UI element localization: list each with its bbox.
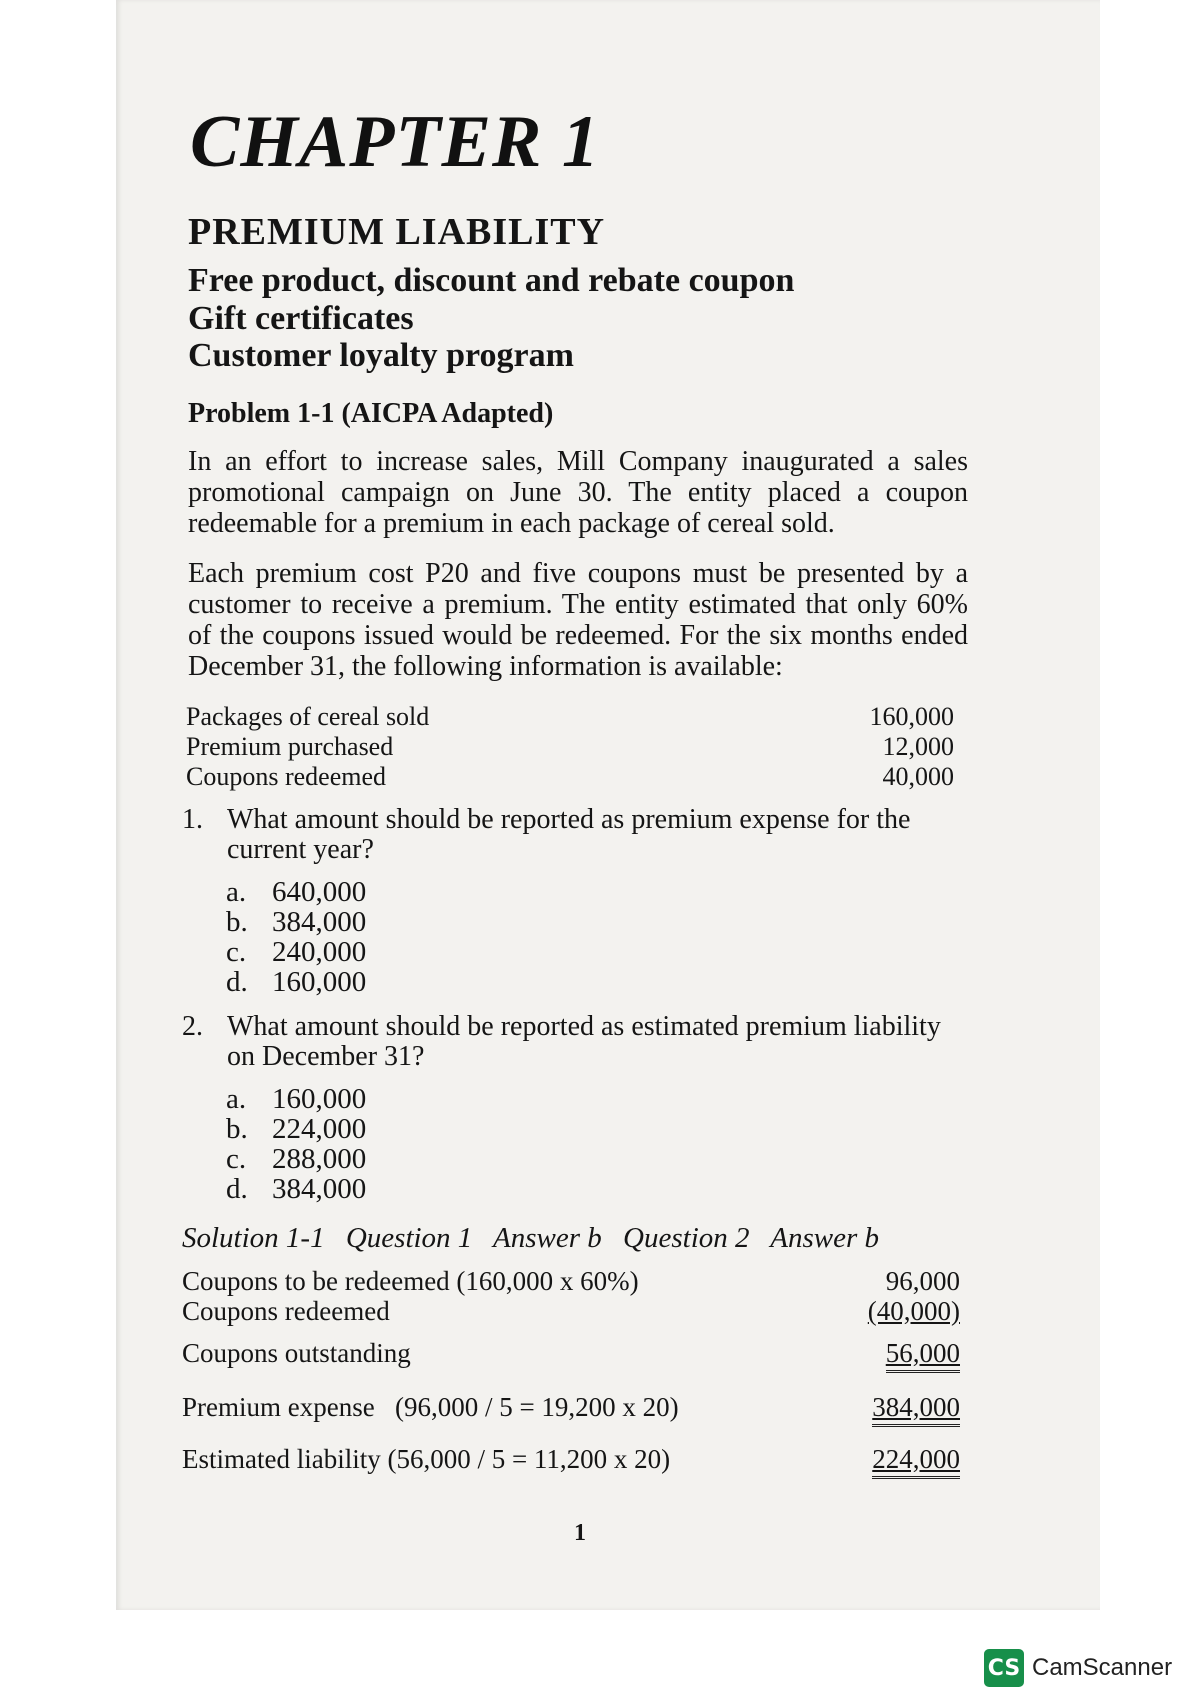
choice-value: 640,000 (272, 876, 367, 908)
data-row (186, 732, 954, 762)
choice-letter: b. (226, 1113, 248, 1145)
solution-heading (182, 1222, 893, 1255)
data-value: 40,000 (882, 762, 954, 791)
solution-answer-2: Answer b (770, 1222, 879, 1254)
camscanner-logo-icon: CS (984, 1649, 1024, 1687)
choice-letter: c. (226, 936, 247, 968)
problem-paragraph-2: Each premium cost P20 and five coupons must be presented by a customer to receive a premium. The entity estimated that only 60% of the coupons issued would be redeemed. For the six months ended December 31, the following information is available: (188, 558, 968, 682)
data-value: 12,000 (882, 732, 954, 761)
topic-1: Free product, discount and rebate coupon (188, 262, 795, 299)
question-number: 2. (182, 1011, 203, 1042)
question-text: What amount should be reported as premium expense for the current year? (227, 804, 911, 865)
solution-row-value: 96,000 (885, 1266, 960, 1296)
section-heading: PREMIUM LIABILITY (188, 211, 606, 253)
problem-paragraph-1: In an effort to increase sales, Mill Company inaugurated a sales promotional campaign on June 30. The entity placed a coupon redeemable for a premium in each package of cereal sold. (188, 446, 968, 539)
page-number: 1 (574, 1520, 586, 1546)
solution-row (182, 1338, 960, 1370)
data-value: 160,000 (869, 702, 954, 731)
solution-question-2: Question 2 (623, 1222, 750, 1254)
solution-row (182, 1266, 960, 1298)
solution-question-1: Question 1 (345, 1222, 473, 1254)
solution-answer-1: Answer b (493, 1222, 602, 1254)
choice-value: 160,000 (272, 966, 367, 998)
choice (226, 906, 366, 936)
choice (226, 876, 366, 906)
choice (226, 966, 366, 996)
camscanner-watermark (984, 1648, 1172, 1688)
topic-3: Customer loyalty program (188, 337, 574, 374)
solution-row-value: 56,000 (886, 1338, 960, 1373)
choice (226, 1143, 366, 1173)
choice (226, 1083, 366, 1113)
choice-value: 288,000 (272, 1143, 367, 1175)
choice-value: 384,000 (272, 1173, 367, 1205)
solution-row (182, 1296, 960, 1328)
data-label: Coupons redeemed (186, 762, 387, 791)
choice (226, 936, 366, 966)
problem-title: Problem 1-1 (AICPA Adapted) (188, 398, 554, 429)
choice-letter: b. (226, 906, 248, 938)
solution-row-label: Estimated liability (56,000 / 5 = 11,200 x 20) (182, 1444, 671, 1474)
solution-label: Solution 1-1 (182, 1222, 325, 1254)
solution-row-label: Coupons outstanding (182, 1338, 411, 1368)
solution-row-label: Coupons to be redeemed (160,000 x 60%) (182, 1266, 639, 1296)
solution-row (182, 1392, 960, 1424)
choice-value: 240,000 (272, 936, 367, 968)
question-number: 1. (182, 804, 203, 835)
choice-value: 224,000 (272, 1113, 367, 1145)
choice-letter: d. (226, 1173, 248, 1205)
choice-letter: c. (226, 1143, 247, 1175)
data-row (186, 762, 954, 792)
chapter-title: CHAPTER 1 (190, 101, 600, 183)
data-row (186, 702, 954, 732)
choice-letter: a. (226, 876, 247, 908)
choice-letter: d. (226, 966, 248, 998)
choice (226, 1113, 366, 1143)
data-label: Premium purchased (186, 732, 394, 761)
solution-row-label: Coupons redeemed (182, 1296, 390, 1326)
topic-2: Gift certificates (188, 300, 414, 337)
data-label: Packages of cereal sold (186, 702, 430, 731)
camscanner-name: CamScanner (1032, 1654, 1173, 1681)
solution-row-value: 384,000 (872, 1392, 960, 1427)
solution-row-value: (40,000) (867, 1296, 960, 1326)
choice (226, 1173, 366, 1203)
choice-letter: a. (226, 1083, 247, 1115)
question-text: What amount should be reported as estimated premium liability on December 31? (227, 1011, 941, 1072)
question-2 (182, 1012, 972, 1072)
choice-value: 384,000 (272, 906, 367, 938)
solution-row-label: Premium expense (96,000 / 5 = 19,200 x 20) (182, 1392, 679, 1422)
question-1 (182, 805, 972, 865)
choice-value: 160,000 (272, 1083, 367, 1115)
solution-row-value: 224,000 (872, 1444, 960, 1479)
solution-row (182, 1444, 960, 1476)
